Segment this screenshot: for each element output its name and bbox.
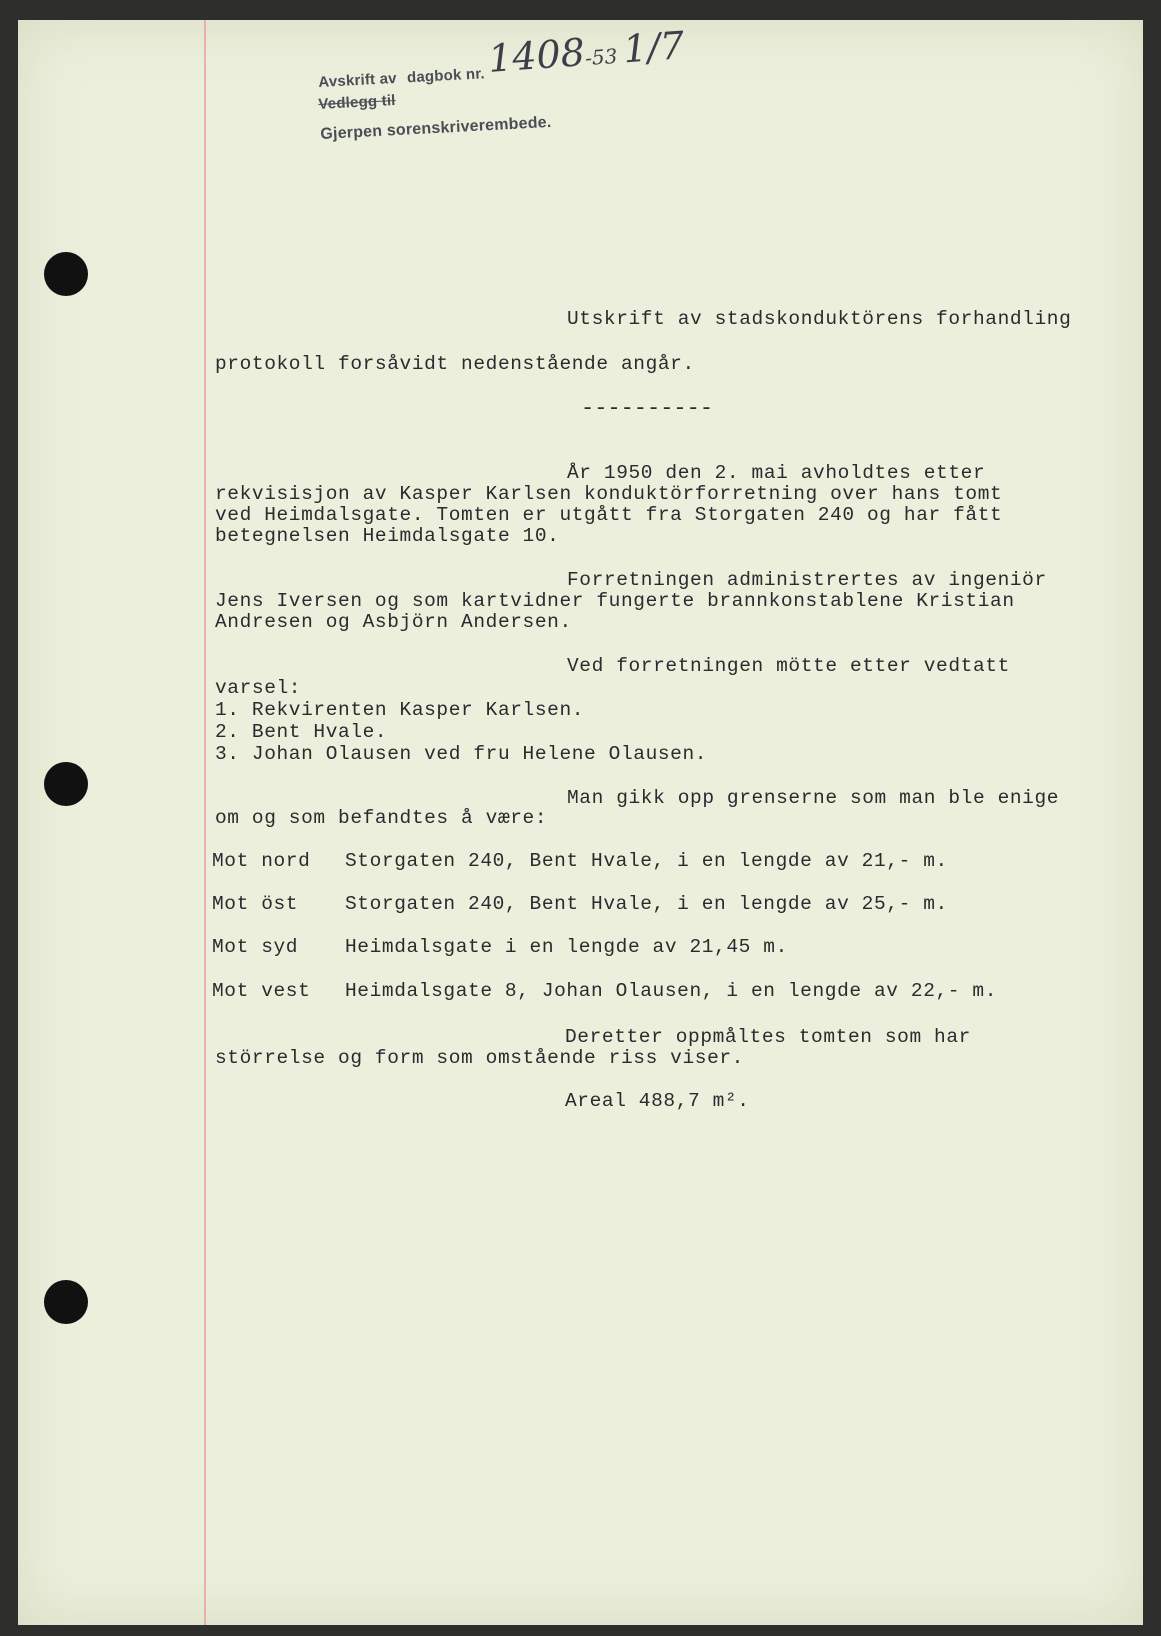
registry-stamp <box>318 65 485 91</box>
p3-line-2: varsel: <box>215 677 302 699</box>
p3-list-item-1: 1. Rekvirenten Kasper Karlsen. <box>215 699 585 721</box>
handwritten-annotation: 1408-53 1/7 <box>486 23 686 81</box>
p4-line-2: om og som befandtes å være: <box>215 807 548 829</box>
p1-line-3: ved Heimdalsgate. Tomten er utgått fra Storgaten 240 og har fått <box>215 504 1003 526</box>
document-page <box>18 20 1143 1625</box>
boundary-text: Storgaten 240, Bent Hvale, i en lengde av 25,- m. <box>345 893 948 915</box>
stamp-line1-b: dagbok nr. <box>406 65 486 87</box>
handwritten-number: 1408 <box>486 30 587 81</box>
separator: ---------- <box>581 396 714 421</box>
p3-list-item-2: 2. Bent Hvale. <box>215 721 388 743</box>
p5-line-2: störrelse og form som omstående riss viser. <box>215 1047 744 1069</box>
intro-line-2: protokoll forsåvidt nedenstående angår. <box>215 353 695 375</box>
stamp-line2-text: Vedlegg til <box>318 91 397 113</box>
p1-line-1: År 1950 den 2. mai avholdtes etter <box>567 462 986 484</box>
boundary-dir: Mot syd <box>212 936 299 958</box>
p1-line-2: rekvisisjon av Kasper Karlsen konduktörforretning over hans tomt <box>215 483 1003 505</box>
p5-line-1: Deretter oppmåltes tomten som har <box>565 1026 971 1048</box>
area-line: Areal 488,7 m². <box>565 1090 750 1112</box>
stamp-line1-a: Avskrift av <box>318 69 398 91</box>
boundary-dir: Mot nord <box>212 850 311 872</box>
p3-list-item-3: 3. Johan Olausen ved fru Helene Olausen. <box>215 743 708 765</box>
boundary-text: Storgaten 240, Bent Hvale, i en lengde av 21,- m. <box>345 850 948 872</box>
punch-hole <box>44 762 88 806</box>
handwritten-date: 1/7 <box>621 23 686 72</box>
p2-line-1: Forretningen administrertes av ingeniör <box>567 569 1047 591</box>
punch-hole <box>44 252 88 296</box>
punch-hole <box>44 1280 88 1324</box>
margin-line <box>204 20 206 1625</box>
p2-line-2: Jens Iversen og som kartvidner fungerte brannkonstablene Kristian <box>215 590 1015 612</box>
boundary-text: Heimdalsgate i en lengde av 21,45 m. <box>345 936 788 958</box>
p2-line-3: Andresen og Asbjörn Andersen. <box>215 611 572 633</box>
boundary-dir: Mot öst <box>212 893 299 915</box>
p3-line-1: Ved forretningen mötte etter vedtatt <box>567 655 1010 677</box>
boundary-text: Heimdalsgate 8, Johan Olausen, i en lengde av 22,- m. <box>345 980 998 1002</box>
stamp-line3 <box>320 114 552 144</box>
stamp-line3-text: Gjerpen sorenskriverembede. <box>320 113 552 143</box>
boundary-dir: Mot vest <box>212 980 311 1002</box>
p1-line-4: betegnelsen Heimdalsgate 10. <box>215 525 560 547</box>
intro-line-1: Utskrift av stadskonduktörens forhandling <box>567 308 1072 330</box>
stamp-line2 <box>318 92 396 113</box>
p4-line-1: Man gikk opp grenserne som man ble enige <box>567 787 1060 809</box>
